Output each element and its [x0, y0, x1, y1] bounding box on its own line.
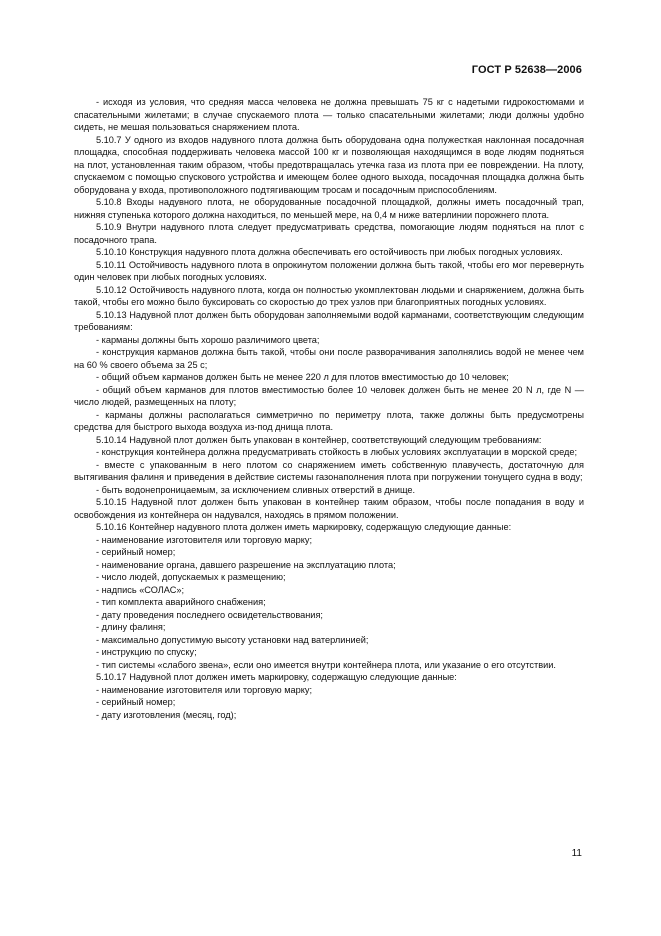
paragraph: - число людей, допускаемых к размещению; [96, 572, 286, 582]
paragraph: - конструкция контейнера должна предусматривать стойкость в любых условиях эксплуатации в морской среде; [96, 447, 578, 457]
paragraph: - надпись «СОЛАС»; [96, 584, 185, 595]
paragraph: - максимально допустимую высоту установки над ватерлинией; [96, 634, 369, 645]
paragraph: - конструкция карманов должна быть такой, чтобы они после разворачивания заполнялись водой не менее чем на 60 % своего объема за 25 с; [74, 347, 584, 370]
standard-code-header: ГОСТ Р 52638—2006 [471, 64, 582, 76]
paragraph: 5.10.7 У одного из входов надувного плота должна быть оборудована одна полужесткая наклонная посадочная площадка, способная поддерживать человека массой 100 кг и позволяющая находящимся в воде людям подняться на плот, установленная таким образом, чтобы предотвращалась утечка газа из плота при ее повреждении. На плоту, спускаемом с помощью спускового устройства и имеющем более одного выхода, посадочная площадка должна быть оборудована у входа, противоположного подтягивающим тросам и посадочным приспособлениям. [74, 134, 584, 195]
paragraph: 5.10.11 Остойчивость надувного плота в опрокинутом положении должна быть такой, чтобы его мог перевернуть один человек при любых погодных условиях. [74, 259, 584, 282]
paragraph: - дату изготовления (месяц, год); [96, 709, 237, 720]
paragraph: 5.10.15 Надувной плот должен быть упакован в контейнер таким образом, чтобы после попадания в воду и освобождения из контейнера он надувался, находясь в прямом положении. [74, 497, 584, 520]
paragraph: 5.10.8 Входы надувного плота, не оборудованные посадочной площадкой, должны иметь посадочный трап, нижняя ступенька которого должна находиться, по меньшей мере, на 0,4 м ниже ватерлинии порожнего плота. [74, 197, 584, 220]
paragraph: - наименование изготовителя или торговую марку; [96, 534, 312, 545]
paragraph: - карманы должны быть хорошо различимого цвета; [96, 334, 320, 345]
paragraph: 5.10.17 Надувной плот должен иметь маркировку, содержащую следующие данные: [96, 672, 457, 682]
paragraph: 5.10.16 Контейнер надувного плота должен иметь маркировку, содержащую следующие данные: [96, 522, 512, 532]
paragraph: - серийный номер; [96, 697, 176, 707]
paragraph: - общий объем карманов для плотов вместимостью более 10 человек должен быть не менее 20 N л, где N — число людей, размещенных на плоту; [74, 384, 584, 407]
paragraph: - исходя из условия, что средняя масса человека не должна превышать 75 кг с надетыми гидрокостюмами и спасательными жилетами; в случае спускаемого плота — только спасательными жилетами; люди должны удобно сидеть, не мешая пользоваться снаряжением плота. [74, 97, 584, 132]
document-body [74, 96, 584, 721]
paragraph: - тип системы «слабого звена», если оно имеется внутри контейнера плота, или указание о его отсутствии. [96, 659, 556, 670]
paragraph: 5.10.14 Надувной плот должен быть упакован в контейнер, соответствующий следующим требованиям: [96, 434, 542, 445]
paragraph: 5.10.9 Внутри надувного плота следует предусматривать средства, помогающие людям подняться на плот с посадочного трапа. [74, 222, 584, 245]
paragraph: - тип комплекта аварийного снабжения; [96, 597, 266, 607]
paragraph: 5.10.10 Конструкция надувного плота должна обеспечивать его остойчивость при любых погодных условиях. [96, 247, 563, 257]
paragraph: - длину фалиня; [96, 622, 166, 632]
paragraph: - наименование органа, давшего разрешение на эксплуатацию плота; [96, 559, 396, 570]
paragraph: - серийный номер; [96, 547, 176, 557]
paragraph: - общий объем карманов должен быть не менее 220 л для плотов вместимостью до 10 человек; [96, 372, 509, 382]
paragraph: - наименование изготовителя или торговую марку; [96, 684, 312, 695]
paragraph: - быть водонепроницаемым, за исключением сливных отверстий в днище. [96, 484, 416, 495]
paragraph: - дату проведения последнего освидетельствования; [96, 609, 323, 620]
paragraph: - вместе с упакованным в него плотом со снаряжением иметь собственную плавучесть, достаточную для вытягивания фалиня и приведения в действие системы газонаполнения плота при погружении тонущего судна в воду; [74, 459, 584, 482]
page-number: 11 [571, 848, 582, 859]
paragraph: - карманы должны располагаться симметрично по периметру плота, также должны быть предусмотрены средства для быстрого выхода воздуха из-под днища плота. [74, 409, 584, 432]
paragraph: 5.10.13 Надувной плот должен быть оборудован заполняемыми водой карманами, соответствующим следующим требованиям: [74, 309, 584, 332]
paragraph: 5.10.12 Остойчивость надувного плота, когда он полностью укомплектован людьми и снаряжением, должна быть такой, чтобы его можно было буксировать со скоростью до трех узлов при благоприятных погодных условиях. [74, 284, 584, 307]
paragraph: - инструкцию по спуску; [96, 647, 197, 657]
